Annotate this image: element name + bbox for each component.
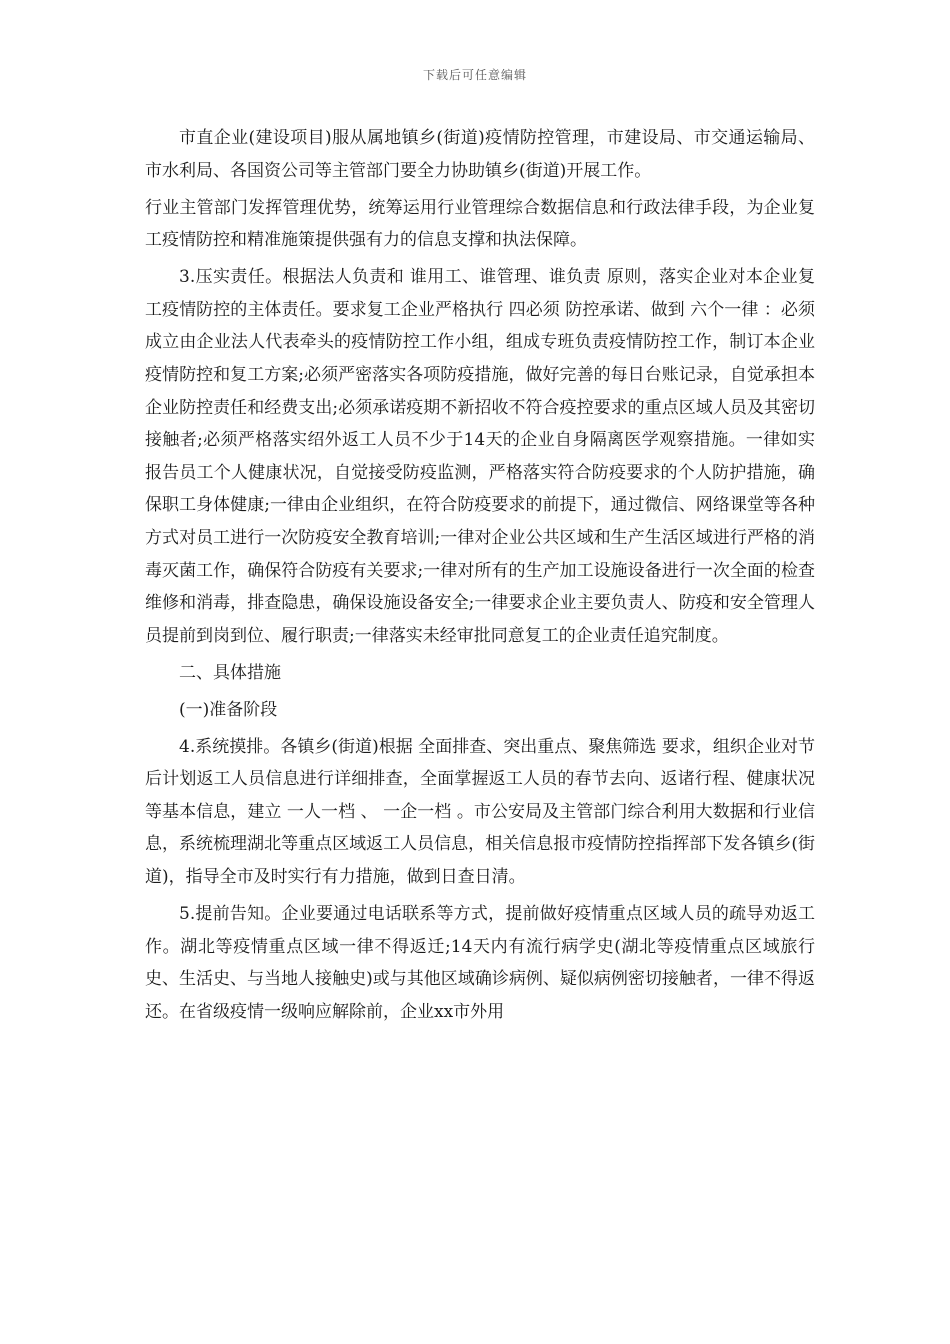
document-body <box>145 122 815 1033</box>
paragraph-2: 行业主管部门发挥管理优势，统筹运用行业管理综合数据信息和行政法律手段，为企业复工疫情防控和精准施策提供强有力的信息支撑和执法保障。 <box>145 197 815 251</box>
page-header: 下载后可任意编辑 <box>422 68 527 82</box>
paragraph-3: 3.压实责任。根据法人负责和 谁用工、谁管理、谁负责 原则，落实企业对本企业复工疫情防控的主体责任。要求复工企业严格执行 四必须 防控承诺、做到 六个一律 ：必须成立由企业法人代表牵头的疫情防控工作小组，组成专班负责疫情防控工作，制订本企业疫情防控和复工方案;必须严密落实各项防疫措施，做好完善的每日台账记录，自觉承担本企业防控责任和经费支出;必须承诺疫期不新招收不符合疫控要求的重点区域人员及其密切接触者;必须严格落实绍外返工人员不少于14天的企业自身隔离医学观察措施。一律如实报告员工个人健康状况，自觉接受防疫监测，严格落实符合防疫要求的个人防护措施，确保职工身体健康;一律由企业组织，在符合防疫要求的前提下，通过微信、网络课堂等各种方式对员工进行一次防疫安全教育培训;一律对企业公共区域和生产生活区域进行严格的消毒灭菌工作，确保符合防疫有关要求;一律对所有的生产加工设施设备进行一次全面的检查维修和消毒，排查隐患，确保设施设备安全;一律要求企业主要负责人、防疫和安全管理人员提前到岗到位、履行职责;一律落实未经审批同意复工的企业责任追究制度。 <box>145 267 815 646</box>
subsection-heading: (一)准备阶段 <box>179 699 278 720</box>
section-heading: 二、具体措施 <box>179 662 281 683</box>
paragraph-5: 5.提前告知。企业要通过电话联系等方式，提前做好疫情重点区域人员的疏导劝返工作。湖北等疫情重点区域一律不得返迁;14天内有流行病学史(湖北等疫情重点区域旅行史、生活史、与当地人接触史)或与其他区域确诊病例、疑似病例密切接触者，一律不得返还。在省级疫情一级响应解除前，企业xx市外用 <box>145 904 815 1022</box>
paragraph-4: 4.系统摸排。各镇乡(街道)根据 全面排查、突出重点、聚焦筛选 要求，组织企业对节后计划返工人员信息进行详细排查，全面掌握返工人员的春节去向、返诸行程、健康状况等基本信息，建立 一人一档 、 一企一档 。市公安局及主管部门综合利用大数据和行业信息，系统梳理湖北等重点区域返工人员信息，相关信息报市疫情防控指挥部下发各镇乡(街道)，指导全市及时实行有力措施，做到日查日清。 <box>145 736 815 888</box>
paragraph-1: 市直企业(建设项目)服从属地镇乡(街道)疫情防控管理，市建设局、市交通运输局、市水利局、各国资公司等主管部门要全力协助镇乡(街道)开展工作。 <box>145 128 815 181</box>
